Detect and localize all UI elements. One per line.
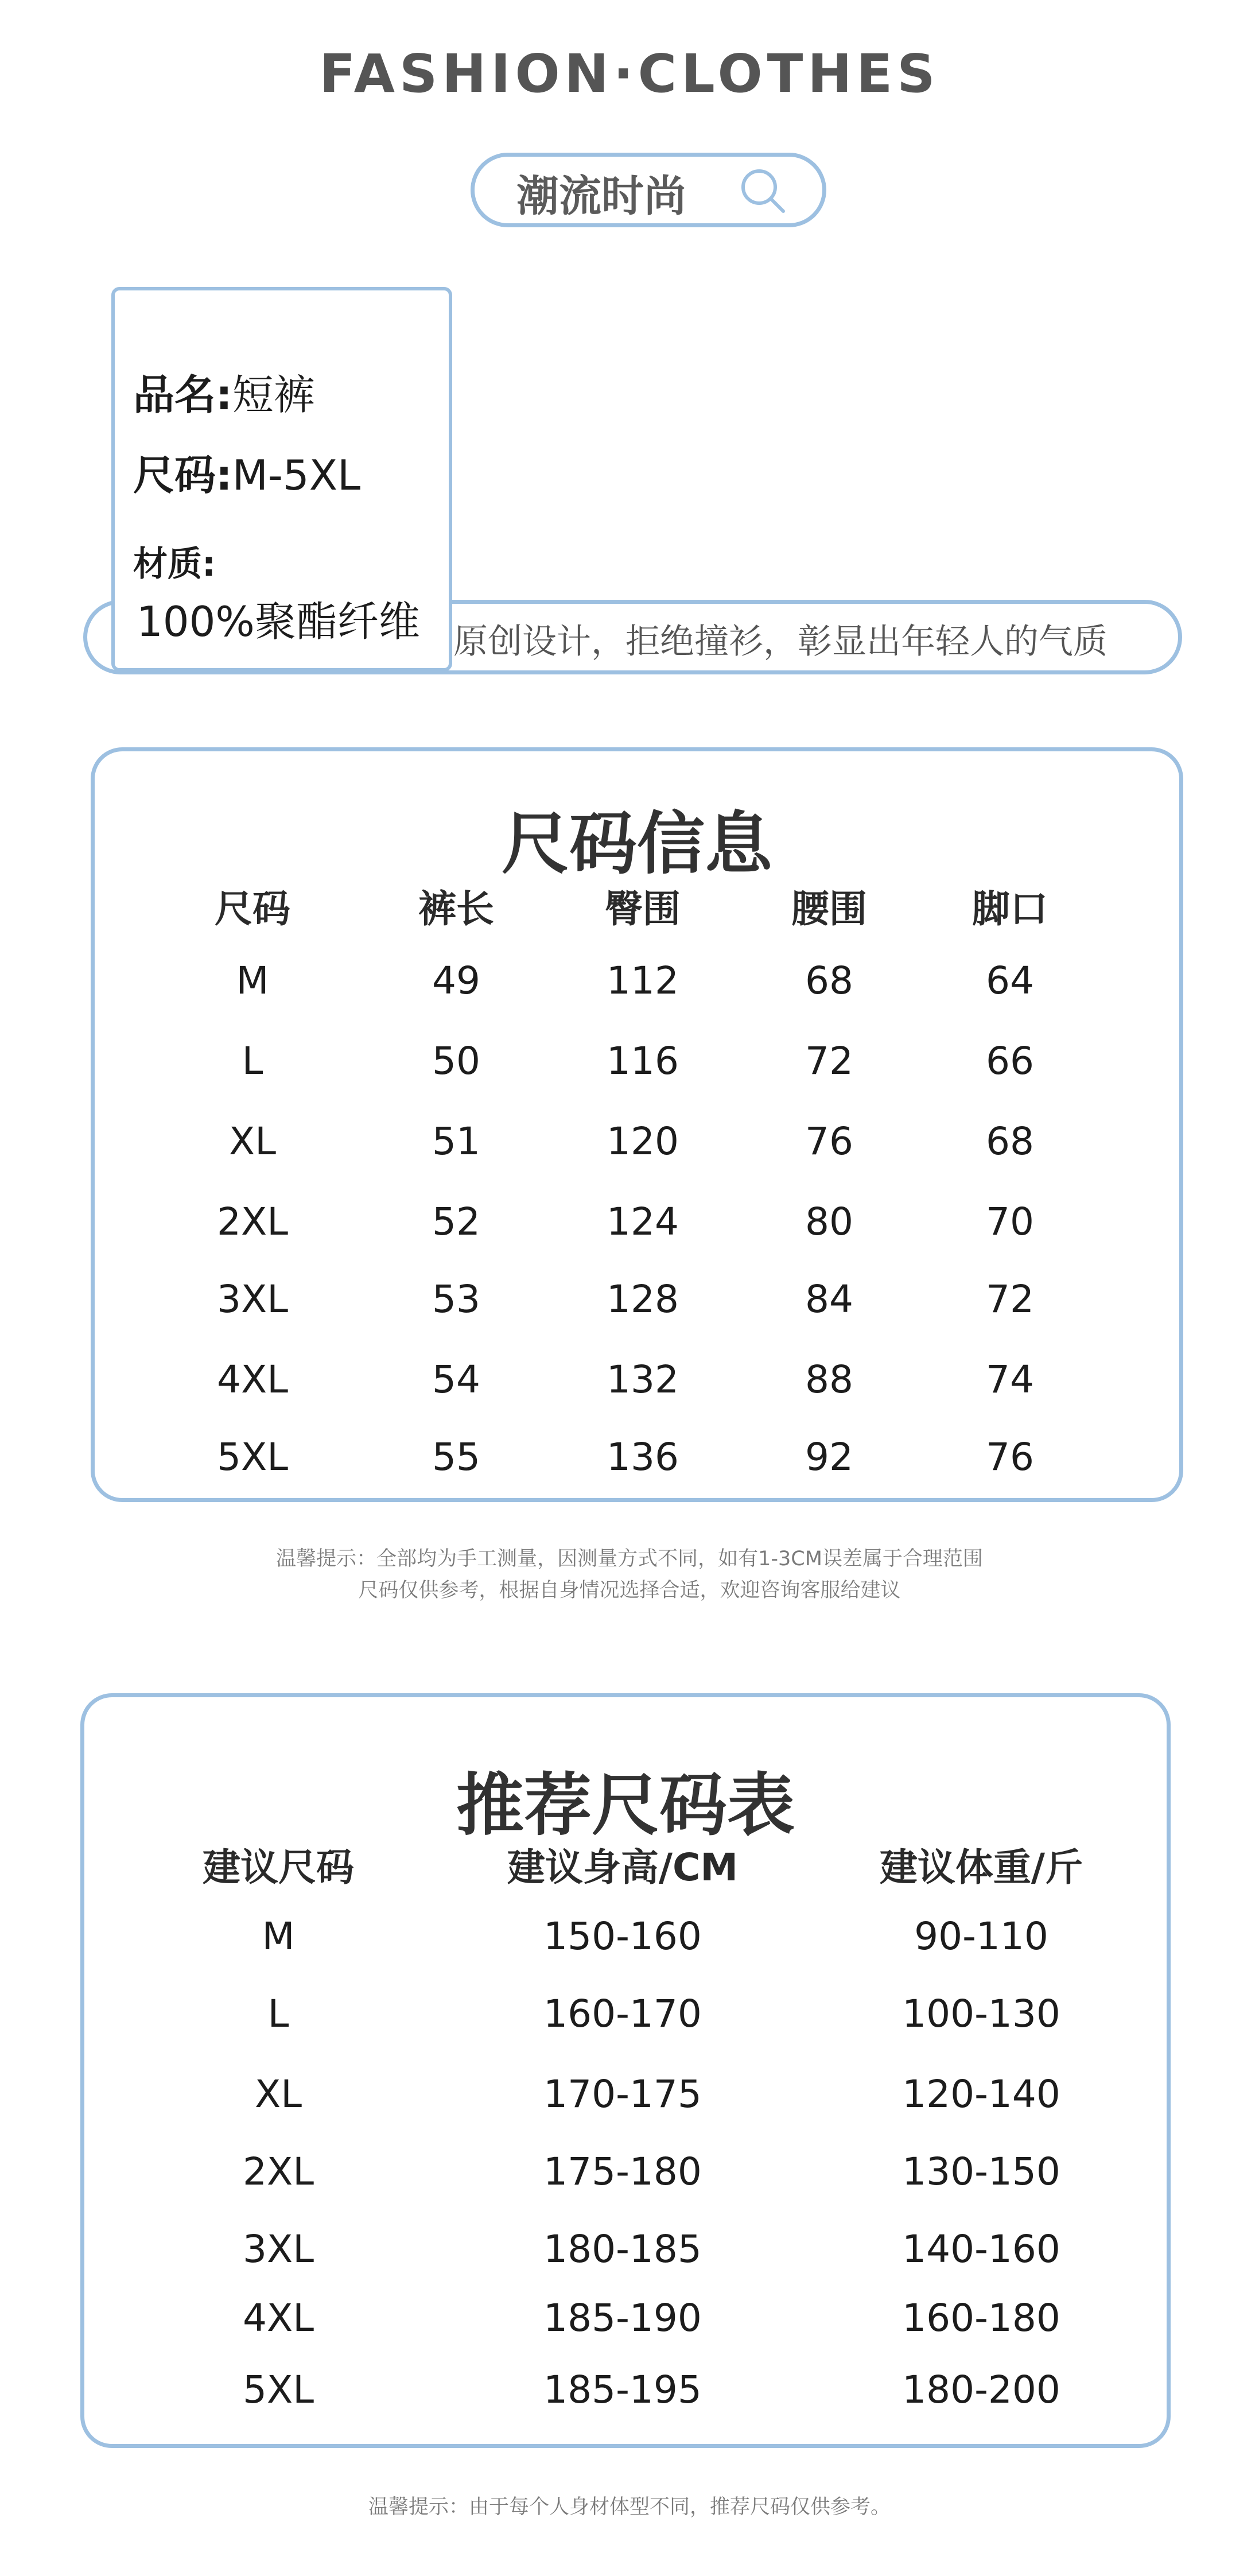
recommend-note: 温馨提示：由于每个人身材体型不同，推荐尺码仅供参考。: [368, 2496, 891, 2519]
size-info-cell: 50: [432, 1039, 480, 1083]
recommend-cell: 180-185: [543, 2227, 702, 2271]
recommend-cell: 170-175: [543, 2072, 702, 2116]
product-material-value: 100%聚酯纤维: [137, 598, 420, 646]
size-info-cell: 64: [986, 959, 1034, 1003]
recommend-title: 推荐尺码表: [456, 1766, 795, 1845]
recommend-cell: 100-130: [902, 1992, 1060, 2036]
recommend-cell: 4XL: [243, 2296, 314, 2340]
product-material-key: 材质:: [133, 544, 216, 584]
slogan-text: 原创设计，拒绝撞衫，彰显出年轻人的气质: [453, 622, 1108, 662]
recommend-cell: 5XL: [243, 2368, 314, 2412]
size-info-cell: XL: [229, 1119, 276, 1163]
size-info-cell: 54: [432, 1357, 480, 1402]
size-info-cell: M: [236, 959, 269, 1003]
brand-title: FASHION·CLOTHES: [319, 43, 940, 104]
recommend-header: 建议体重/斤: [879, 1845, 1083, 1890]
search-icon[interactable]: [737, 165, 788, 216]
size-info-note-1: 温馨提示：全部均为手工测量，因测量方式不同，如有1-3CM误差属于合理范围: [276, 1547, 983, 1570]
recommend-cell: XL: [255, 2072, 302, 2116]
size-info-cell: 68: [986, 1119, 1034, 1163]
recommend-cell: 150-160: [543, 1914, 702, 1958]
size-info-cell: 92: [805, 1435, 853, 1479]
size-info-cell: 5XL: [217, 1435, 288, 1479]
size-info-cell: 88: [805, 1357, 853, 1402]
size-info-header: 臀围: [605, 887, 681, 931]
size-info-cell: 53: [432, 1277, 480, 1321]
recommend-cell: 2XL: [243, 2150, 314, 2194]
size-info-cell: 74: [986, 1357, 1034, 1402]
recommend-cell: 185-190: [543, 2296, 702, 2340]
size-info-cell: 76: [986, 1435, 1034, 1479]
recommend-cell: 160-170: [543, 1992, 702, 2036]
size-info-cell: 132: [607, 1357, 679, 1402]
size-info-cell: L: [242, 1039, 263, 1083]
recommend-cell: 160-180: [902, 2296, 1060, 2340]
size-info-note-2: 尺码仅供参考，根据自身情况选择合适，欢迎咨询客服给建议: [358, 1579, 901, 1602]
size-info-cell: 3XL: [217, 1277, 288, 1321]
size-info-cell: 84: [805, 1277, 853, 1321]
size-info-header: 脚口: [972, 887, 1048, 931]
product-size-value: M-5XL: [232, 451, 361, 499]
size-info-header: 裤长: [418, 887, 494, 931]
product-size-row: [133, 442, 360, 502]
recommend-cell: L: [267, 1992, 289, 2036]
recommend-cell: M: [262, 1914, 295, 1958]
size-info-cell: 2XL: [217, 1200, 288, 1244]
recommend-cell: 130-150: [902, 2150, 1060, 2194]
size-info-cell: 52: [432, 1200, 480, 1244]
size-info-cell: 116: [607, 1039, 679, 1083]
size-info-cell: 136: [607, 1435, 679, 1479]
size-info-cell: 124: [607, 1200, 679, 1244]
recommend-cell: 90-110: [914, 1914, 1048, 1958]
size-info-cell: 70: [986, 1200, 1034, 1244]
recommend-header: 建议尺码: [203, 1845, 354, 1890]
recommend-cell: 175-180: [543, 2150, 702, 2194]
search-pill-label: 潮流时尚: [516, 172, 686, 221]
recommend-cell: 140-160: [902, 2227, 1060, 2271]
product-name-value: 短裤: [232, 371, 315, 419]
size-info-cell: 128: [607, 1277, 679, 1321]
size-info-cell: 120: [607, 1119, 679, 1163]
product-name-key: 品名:: [133, 371, 232, 419]
size-info-cell: 76: [805, 1119, 853, 1163]
recommend-cell: 185-195: [543, 2368, 702, 2412]
size-info-cell: 80: [805, 1200, 853, 1244]
product-name-row: [133, 362, 315, 421]
size-info-header: 腰围: [791, 887, 867, 931]
size-info-cell: 66: [986, 1039, 1034, 1083]
size-info-cell: 112: [607, 959, 679, 1003]
size-info-cell: 72: [805, 1039, 853, 1083]
size-info-cell: 49: [432, 959, 480, 1003]
size-info-cell: 4XL: [217, 1357, 288, 1402]
size-info-cell: 68: [805, 959, 853, 1003]
size-info-cell: 72: [986, 1277, 1034, 1321]
product-size-key: 尺码:: [133, 451, 232, 499]
recommend-header: 建议身高/CM: [507, 1845, 739, 1890]
size-info-cell: 51: [432, 1119, 480, 1163]
recommend-cell: 3XL: [243, 2227, 314, 2271]
recommend-cell: 180-200: [902, 2368, 1060, 2412]
recommend-cell: 120-140: [902, 2072, 1060, 2116]
size-info-header: 尺码: [215, 887, 290, 931]
size-info-cell: 55: [432, 1435, 480, 1479]
size-info-title: 尺码信息: [501, 804, 772, 883]
